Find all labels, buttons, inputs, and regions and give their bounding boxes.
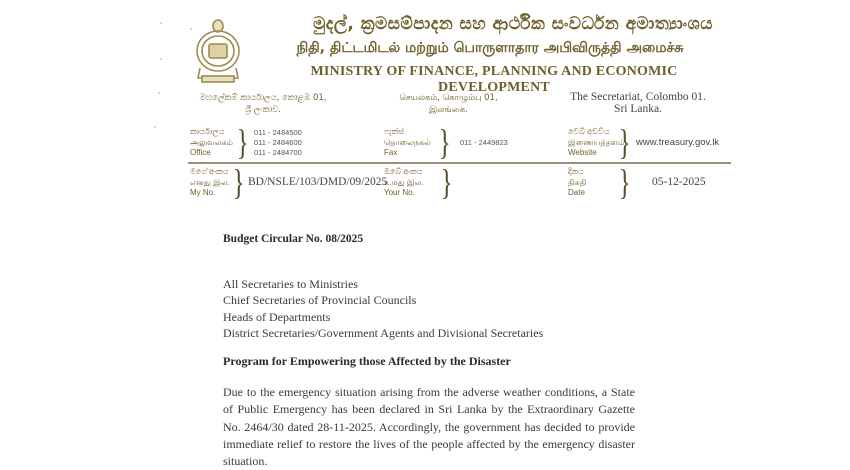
office-label-sinhala: කාර්යාලය bbox=[190, 127, 225, 136]
brace-icon: } bbox=[440, 162, 453, 202]
fax-number: 011 - 2449823 bbox=[460, 138, 508, 147]
recipient-item: District Secretaries/Government Agents and Divisional Secretaries bbox=[223, 325, 544, 340]
ministry-title-tamil: நிதி, திட்டமிடல் மற்றும் பொருளாதார அபிவிருத்தி அமைச்சு bbox=[296, 40, 684, 56]
my-number-block: මගේ අංකය எனது இல. My No. } BD/NSLE/103/DMD/09/2025 bbox=[190, 162, 388, 202]
your-number-block: ඔබේ අංකය உமது இல. Your No. } bbox=[384, 162, 453, 202]
circular-title: Budget Circular No. 08/2025 bbox=[223, 233, 364, 245]
my-reference-number: BD/NSLE/103/DMD/09/2025 bbox=[248, 176, 388, 188]
brace-icon: } bbox=[438, 122, 451, 162]
body-paragraph: Due to the emergency situation arising from the adverse weather conditions, a State of Public Emergency has been declared in Sri Lanka by the Extraordinary Gazette No. 2464/30 dated 28-11-2025. Accordingly, the government has decided to provide immediate relief to restore the lives of the people affected by the emergency disaster situation. bbox=[223, 385, 635, 469]
scan-speck bbox=[158, 92, 160, 94]
recipient-item: All Secretaries to Ministries bbox=[223, 277, 358, 291]
office-label-english: Office bbox=[190, 148, 211, 157]
website-link[interactable]: www.treasury.gov.lk bbox=[636, 137, 720, 148]
office-phone-3: 011 - 2484700 bbox=[254, 148, 302, 157]
brace-icon: } bbox=[618, 162, 631, 202]
ministry-title-english: MINISTRY OF FINANCE, PLANNING AND ECONOMIC DEVELOPMENT bbox=[310, 64, 678, 95]
brace-icon: } bbox=[232, 162, 245, 202]
address-tamil: செயலகம், கொழும்பு 01, இலங்கை. bbox=[399, 93, 498, 115]
office-phone-block bbox=[188, 122, 348, 162]
recipient-item: Heads of Departments bbox=[223, 309, 331, 324]
ministry-title-sinhala: මුදල්, ක්‍රමසම්පාදන සහ ආර්ථික සංවර්ධන අමාත්‍යාංශය bbox=[313, 14, 713, 34]
office-phone-2: 011 - 2484600 bbox=[254, 138, 302, 147]
office-label-tamil: அலுவலகம் bbox=[190, 137, 233, 147]
recipients-list bbox=[223, 276, 543, 341]
brace-icon: } bbox=[618, 122, 631, 162]
address-english: The Secretariat, Colombo 01. Sri Lanka. bbox=[570, 91, 706, 115]
header-divider bbox=[188, 162, 731, 164]
website-block: වෙබ් අඩවිය இணையத்தளம் Website } www.treasury.gov.lk bbox=[568, 122, 720, 162]
fax-block: ෆැක්ස් தொலைநகல் Fax } 011 - 2449823 bbox=[384, 122, 508, 162]
subject-heading: Program for Empowering those Affected by the Disaster bbox=[223, 354, 511, 368]
scan-speck bbox=[160, 22, 162, 24]
letterhead bbox=[188, 0, 733, 210]
letter-date: 05-12-2025 bbox=[652, 176, 706, 188]
date-block: දිනය திகதி Date } 05-12-2025 bbox=[568, 162, 706, 202]
recipient-item: Chief Secretaries of Provincial Councils bbox=[223, 293, 417, 308]
office-phone-1: 011 - 2484500 bbox=[254, 128, 302, 137]
brace-icon: } bbox=[236, 122, 249, 162]
scan-speck bbox=[154, 126, 156, 128]
sri-lanka-government-emblem-icon bbox=[192, 18, 244, 84]
address-sinhala: මහලේකම් කාර්යාලය, කොළඹ 01, ශ්‍රී ලංකාව. bbox=[199, 93, 327, 115]
scan-speck bbox=[160, 58, 162, 60]
